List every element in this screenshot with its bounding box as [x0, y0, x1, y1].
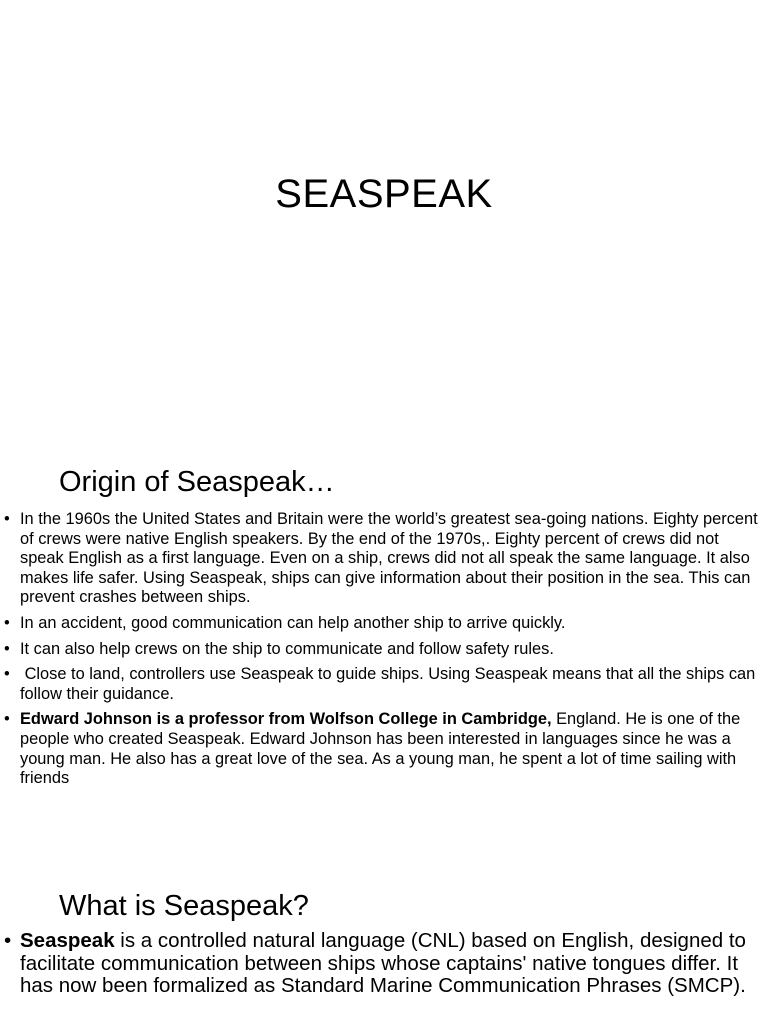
title-slide — [0, 0, 768, 420]
bullet-text: Close to land, controllers use Seaspeak to guide ships. Using Seaspeak means that all the ships can follow their guidance. — [20, 665, 760, 703]
definition-slide — [0, 860, 768, 1024]
bullet-item — [4, 614, 762, 634]
bullet-list — [4, 930, 762, 1004]
presentation-title: SEASPEAK — [275, 172, 493, 216]
bullet-item — [4, 640, 762, 660]
bullet-text: England. He is one of the people who created Seaspeak. Edward Johnson has been interested in languages since he was a young man. He also has a great love of the sea. As a young man, he spent a lot of time sailing with friends — [20, 710, 741, 788]
bullet-bold-text: Edward Johnson is a professor from Wolfson College in Cambridge, — [20, 710, 552, 729]
bullet-item — [4, 665, 762, 704]
bullet-item — [4, 510, 762, 608]
bullet-icon: • — [4, 665, 10, 684]
bullet-bold-text: Seaspeak — [20, 929, 115, 952]
bullet-icon: • — [4, 710, 10, 729]
bullet-text: It can also help crews on the ship to communicate and follow safety rules. — [20, 639, 554, 658]
bullet-icon: • — [4, 929, 12, 952]
bullet-text: In the 1960s the United States and Britain were the world’s greatest sea-going nations. Eighty percent of crews were native English speakers. By the end of the 1970s,. Eighty percent of crews did not speak English as a first language. Even on a ship, crews did not all speak the same language. It also makes life safer. Using Seaspeak, ships can give information about their position in the sea. This can prevent crashes between ships. — [20, 510, 758, 607]
bullet-text: is a controlled natural language (CNL) based on English, designed to facilitate communication between ships whose captains' native tongues differ. It has now been formalized as Standard Marine Communication Phrases (SMCP). — [20, 929, 746, 997]
bullet-item — [4, 930, 762, 998]
origin-slide — [0, 420, 768, 860]
slide-heading: What is Seaspeak? — [59, 890, 309, 922]
slide-heading: Origin of Seaspeak… — [59, 466, 335, 498]
bullet-icon: • — [4, 510, 10, 528]
bullet-icon: • — [4, 639, 10, 658]
bullet-text: In an accident, good communication can help another ship to arrive quickly. — [20, 613, 566, 632]
bullet-icon: • — [4, 613, 10, 632]
bullet-list — [4, 510, 762, 795]
bullet-item — [4, 710, 762, 788]
